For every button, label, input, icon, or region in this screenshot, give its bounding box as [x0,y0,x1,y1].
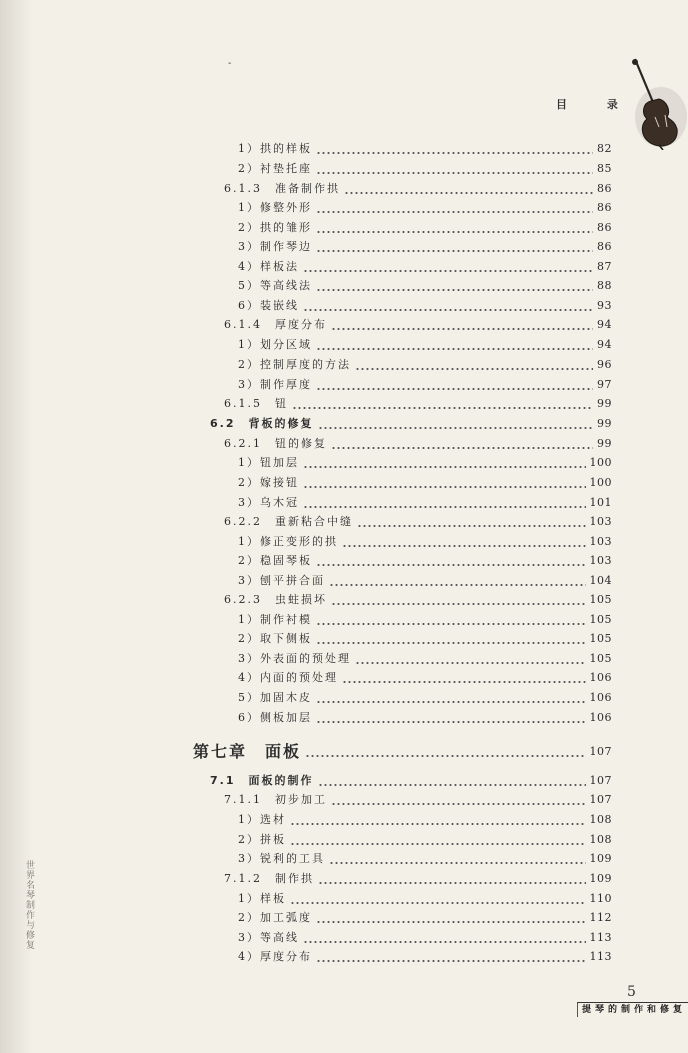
toc-entry-title: 1）选材 [238,813,286,826]
toc-entry-title: 2）衬垫托座 [238,162,312,175]
toc-entry-title: 6.2.1 钮的修复 [224,437,327,450]
toc-entry-title: 6.2.3 虫蛀损坏 [224,593,327,606]
toc-entry [238,948,612,966]
toc-entry [210,772,612,790]
dot-leader [316,689,586,707]
toc-entry [238,277,612,295]
toc-entry-title: 3）锐利的工具 [238,852,325,865]
toc-entry-title: 5）等高线法 [238,279,312,292]
toc-entry-title: 3）等高线 [238,931,299,944]
toc-entry [210,415,612,433]
toc-entry-title: 3）外表面的预处理 [238,652,351,665]
toc-entry-title: 2）加工弧度 [238,911,312,924]
dot-leader [303,474,586,492]
toc-entry [238,611,612,629]
toc-entry [238,454,612,472]
page-title: 目 录 [556,98,636,111]
toc-entry [238,890,612,908]
toc-entry-title: 4）样板法 [238,260,299,273]
toc-entry [238,474,612,492]
toc-entry [238,258,612,276]
toc-entry-page: 94 [597,318,612,331]
toc-entry-title: 2）拼板 [238,833,286,846]
toc-entry-title: 6）装嵌线 [238,299,299,312]
toc-entry [238,709,612,727]
toc-entry-page: 86 [597,182,612,195]
dot-leader [290,831,586,849]
toc-entry [224,591,612,609]
toc-entry [238,831,612,849]
toc-entry [238,552,612,570]
toc-entry [224,316,612,334]
dot-leader [316,630,586,648]
toc-entry [224,180,612,198]
toc-entry [238,650,612,668]
page-number: 5 [627,984,636,1000]
dot-leader [303,929,586,947]
toc-entry-title: 2）稳固琴板 [238,554,312,567]
dot-leader [316,160,593,178]
toc-entry-title: 1）样板 [238,892,286,905]
toc-entry-page: 88 [597,279,612,292]
toc-entry [224,870,612,888]
toc-entry [238,533,612,551]
toc-entry-title: 1）划分区域 [238,338,312,351]
toc-entry-page: 106 [589,711,612,724]
toc-entry-title: 7.1.1 初步加工 [224,793,327,806]
dot-leader [303,297,593,315]
toc-entry-page: 86 [597,221,612,234]
toc-entry [238,689,612,707]
toc-entry-title: 1）修正变形的拱 [238,535,338,548]
toc-entry-title: 4）厚度分布 [238,950,312,963]
toc-entry-page: 107 [589,745,612,758]
toc-entry [238,219,612,237]
toc-entry-page: 105 [589,652,612,665]
toc-entry [224,791,612,809]
toc-entry [238,336,612,354]
toc-entry-title: 3）制作厚度 [238,378,312,391]
toc-entry-page: 105 [589,593,612,606]
toc-entry [238,376,612,394]
toc-entry-title: 第七章 面板 [193,742,302,761]
toc-entry-page: 86 [597,240,612,253]
toc-entry-title: 3）乌木冠 [238,496,299,509]
toc-entry-page: 100 [589,476,612,489]
toc-entry-page: 109 [589,852,612,865]
dot-leader [316,909,586,927]
toc-entry-page: 96 [597,358,612,371]
dot-leader [318,772,586,790]
toc-entry-title: 6.2 背板的修复 [210,417,314,430]
toc-entry-title: 1）修整外形 [238,201,312,214]
toc-entry [238,199,612,217]
footer-book-title: 提琴的制作和修复 [577,1002,688,1017]
toc-entry-page: 103 [589,535,612,548]
dot-leader [316,277,593,295]
toc-entry-page: 113 [589,950,612,963]
toc-entry [238,929,612,947]
toc-entry-title: 1）钮加层 [238,456,299,469]
toc-entry-title: 6.2.2 重新粘合中缝 [224,515,353,528]
dot-leader [355,356,593,374]
dot-leader [303,454,586,472]
toc-entry-page: 99 [597,437,612,450]
dot-leader [329,850,586,868]
dot-leader [305,743,585,761]
toc-entry-title: 6.1.5 钮 [224,397,288,410]
toc-entry-title: 5）加固木皮 [238,691,312,704]
dot-leader [290,890,586,908]
dot-leader [316,140,593,158]
toc-entry [224,513,612,531]
dot-leader [331,435,593,453]
dot-leader [292,395,593,413]
toc-entry-page: 99 [597,397,612,410]
toc-entry-page: 107 [589,793,612,806]
dot-leader [331,591,586,609]
toc-entry-page: 86 [597,201,612,214]
toc-entry-page: 106 [589,671,612,684]
toc-entry-page: 108 [589,813,612,826]
toc-entry [238,160,612,178]
dot-leader [316,611,586,629]
toc-entry-title: 4）内面的预处理 [238,671,338,684]
toc-entry-page: 97 [597,378,612,391]
dot-leader [329,572,586,590]
toc-entry-page: 104 [589,574,612,587]
dot-leader [355,650,586,668]
toc-entry-title: 3）刨平拼合面 [238,574,325,587]
toc-entry-page: 112 [589,911,612,924]
toc-entry-page: 105 [589,632,612,645]
dot-leader [342,669,586,687]
cello-logo [615,55,688,150]
dot-leader [303,494,586,512]
dot-leader [357,513,586,531]
toc-entry-page: 101 [589,496,612,509]
toc-entry-page: 93 [597,299,612,312]
toc-entry [238,630,612,648]
top-mark: - [228,58,232,69]
toc-entry-page: 100 [589,456,612,469]
toc-entry-page: 107 [589,774,612,787]
toc-entry [238,669,612,687]
toc-entry-title: 6）侧板加层 [238,711,312,724]
toc-entry-page: 94 [597,338,612,351]
toc-entry-title: 1）拱的样板 [238,142,312,155]
dot-leader [318,415,594,433]
dot-leader [316,219,593,237]
dot-leader [344,180,593,198]
toc-entry-page: 99 [597,417,612,430]
dot-leader [331,791,586,809]
toc-entry [193,740,612,764]
spine-text: 世界名琴制作与修复 [24,860,34,950]
dot-leader [290,811,586,829]
dot-leader [316,709,586,727]
toc-entry [238,356,612,374]
toc-entry-title: 2）嫁接钮 [238,476,299,489]
toc-entry [238,572,612,590]
dot-leader [342,533,586,551]
toc-entry-title: 6.1.4 厚度分布 [224,318,327,331]
toc-entry-title: 1）制作衬模 [238,613,312,626]
toc-entry [238,140,612,158]
dot-leader [316,199,593,217]
dot-leader [331,316,593,334]
toc-entry [238,238,612,256]
toc-entry-page: 110 [589,892,612,905]
toc-entry-title: 6.1.3 准备制作拱 [224,182,340,195]
toc-entry [238,811,612,829]
toc-entry-page: 105 [589,613,612,626]
dot-leader [316,238,593,256]
toc-entry-page: 82 [597,142,612,155]
toc-entry [238,909,612,927]
toc-entry-title: 7.1.2 制作拱 [224,872,314,885]
dot-leader [316,336,593,354]
toc-entry-title: 2）取下侧板 [238,632,312,645]
dot-leader [318,870,586,888]
toc-entry-title: 2）拱的雏形 [238,221,312,234]
dot-leader [316,376,593,394]
toc-entry-page: 106 [589,691,612,704]
toc-entry [224,395,612,413]
toc-entry-title: 7.1 面板的制作 [210,774,314,787]
toc-entry-page: 85 [597,162,612,175]
toc-entry-page: 109 [589,872,612,885]
dot-leader [316,552,586,570]
toc-entry-title: 2）控制厚度的方法 [238,358,351,371]
dot-leader [303,258,593,276]
toc-entry-title: 3）制作琴边 [238,240,312,253]
toc-entry [238,494,612,512]
toc-entry [238,850,612,868]
toc-entry-page: 108 [589,833,612,846]
toc-entry-page: 103 [589,515,612,528]
toc-entry-page: 87 [597,260,612,273]
dot-leader [316,948,586,966]
toc-entry-page: 113 [589,931,612,944]
toc-entry-page: 103 [589,554,612,567]
toc-entry [224,435,612,453]
toc-entry [238,297,612,315]
